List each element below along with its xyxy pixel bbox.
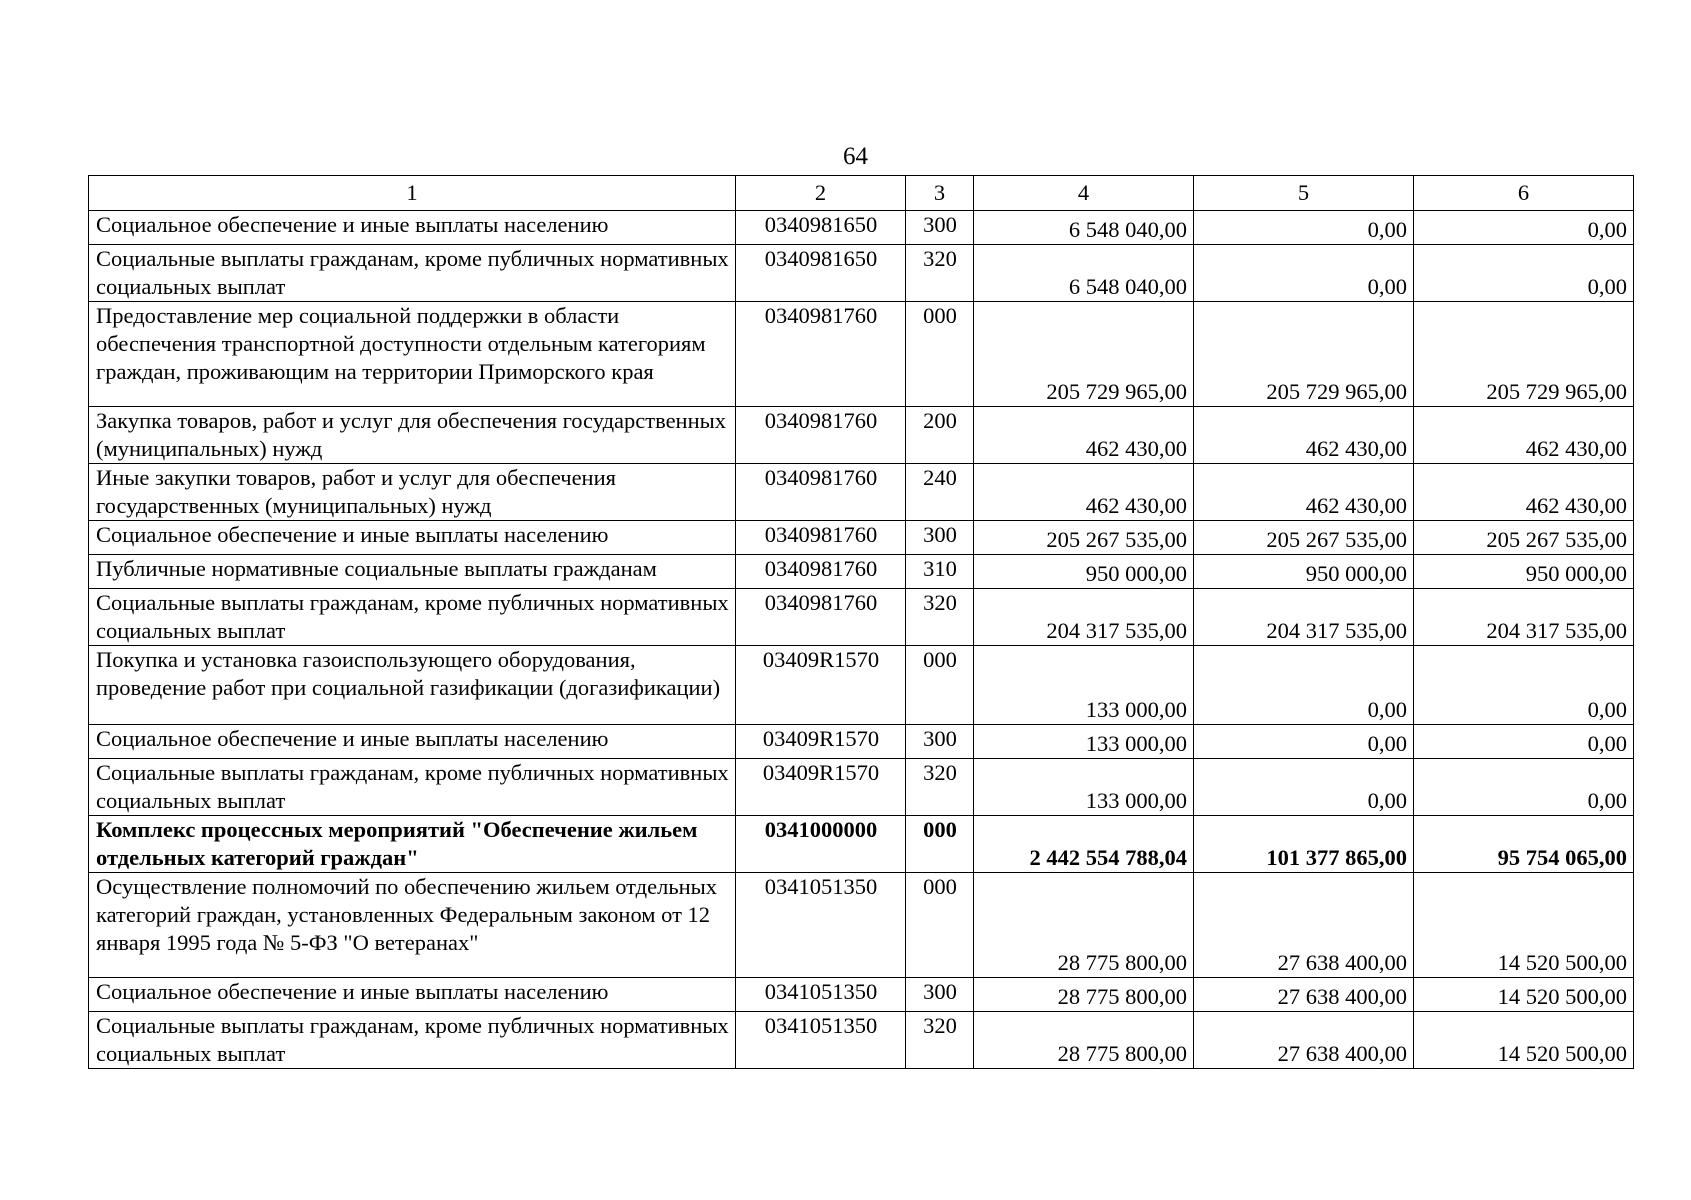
row-amount-col4: 205 267 535,00	[974, 521, 1194, 555]
row-target-code: 0340981760	[736, 555, 906, 589]
row-amount-col5: 101 377 865,00	[1194, 816, 1414, 873]
row-amount-col6: 205 729 965,00	[1414, 302, 1634, 407]
row-name: Социальные выплаты гражданам, кроме публичных нормативных социальных выплат	[89, 245, 736, 302]
row-target-code: 0341051350	[736, 873, 906, 978]
table-row	[89, 646, 1634, 725]
row-amount-col4: 133 000,00	[974, 646, 1194, 725]
table-row	[89, 464, 1634, 521]
row-target-code: 0340981760	[736, 464, 906, 521]
budget-table	[88, 175, 1634, 1069]
row-expense-type: 320	[906, 759, 974, 816]
row-name: Покупка и установка газоиспользующего оборудования, проведение работ при социальной газификации (догазификации)	[89, 646, 736, 725]
table-row	[89, 555, 1634, 589]
table-row	[89, 759, 1634, 816]
row-name: Закупка товаров, работ и услуг для обеспечения государственных (муниципальных) нужд	[89, 407, 736, 464]
row-expense-type: 310	[906, 555, 974, 589]
header-cell-3: 3	[906, 176, 974, 211]
table-row	[89, 302, 1634, 407]
row-expense-type: 320	[906, 1012, 974, 1069]
row-expense-type: 200	[906, 407, 974, 464]
row-expense-type: 000	[906, 646, 974, 725]
row-amount-col4: 133 000,00	[974, 725, 1194, 759]
row-name: Социальные выплаты гражданам, кроме публичных нормативных социальных выплат	[89, 1012, 736, 1069]
row-amount-col5: 462 430,00	[1194, 464, 1414, 521]
row-target-code: 0341000000	[736, 816, 906, 873]
row-amount-col5: 0,00	[1194, 759, 1414, 816]
row-amount-col5: 0,00	[1194, 725, 1414, 759]
row-amount-col4: 133 000,00	[974, 759, 1194, 816]
row-amount-col6: 205 267 535,00	[1414, 521, 1634, 555]
row-amount-col4: 462 430,00	[974, 407, 1194, 464]
row-amount-col6: 0,00	[1414, 725, 1634, 759]
row-target-code: 03409R1570	[736, 646, 906, 725]
row-amount-col5: 0,00	[1194, 211, 1414, 245]
row-amount-col6: 14 520 500,00	[1414, 873, 1634, 978]
row-target-code: 0340981650	[736, 245, 906, 302]
row-name: Социальное обеспечение и иные выплаты населению	[89, 211, 736, 245]
row-target-code: 03409R1570	[736, 725, 906, 759]
row-name: Осуществление полномочий по обеспечению жильем отдельных категорий граждан, установленных Федеральным законом от 12 января 1995 года № 5-ФЗ "О ветеранах"	[89, 873, 736, 978]
row-target-code: 0340981760	[736, 407, 906, 464]
row-expense-type: 240	[906, 464, 974, 521]
row-name: Социальное обеспечение и иные выплаты населению	[89, 521, 736, 555]
row-expense-type: 300	[906, 978, 974, 1012]
row-amount-col6: 950 000,00	[1414, 555, 1634, 589]
table-row	[89, 245, 1634, 302]
table-body	[89, 211, 1634, 1069]
row-name: Иные закупки товаров, работ и услуг для обеспечения государственных (муниципальных) нужд	[89, 464, 736, 521]
header-cell-5: 5	[1194, 176, 1414, 211]
header-row	[89, 176, 1634, 211]
row-amount-col6: 14 520 500,00	[1414, 978, 1634, 1012]
header-cell-1: 1	[89, 176, 736, 211]
row-expense-type: 320	[906, 245, 974, 302]
row-amount-col4: 6 548 040,00	[974, 245, 1194, 302]
header-cell-4: 4	[974, 176, 1194, 211]
row-name: Комплекс процессных мероприятий "Обеспечение жильем отдельных категорий граждан"	[89, 816, 736, 873]
header-cell-2: 2	[736, 176, 906, 211]
table-row	[89, 521, 1634, 555]
table-header	[89, 176, 1634, 211]
row-name: Социальное обеспечение и иные выплаты населению	[89, 978, 736, 1012]
row-amount-col4: 462 430,00	[974, 464, 1194, 521]
row-amount-col6: 95 754 065,00	[1414, 816, 1634, 873]
row-expense-type: 300	[906, 211, 974, 245]
row-amount-col4: 2 442 554 788,04	[974, 816, 1194, 873]
row-amount-col5: 27 638 400,00	[1194, 978, 1414, 1012]
row-amount-col5: 0,00	[1194, 646, 1414, 725]
row-amount-col5: 0,00	[1194, 245, 1414, 302]
table-row	[89, 873, 1634, 978]
table-row	[89, 1012, 1634, 1069]
row-target-code: 0340981650	[736, 211, 906, 245]
row-name: Предоставление мер социальной поддержки в области обеспечения транспортной доступности отдельным категориям граждан, проживающим на территории Приморского края	[89, 302, 736, 407]
row-amount-col4: 28 775 800,00	[974, 978, 1194, 1012]
row-amount-col5: 205 729 965,00	[1194, 302, 1414, 407]
row-target-code: 0340981760	[736, 302, 906, 407]
row-name: Социальное обеспечение и иные выплаты населению	[89, 725, 736, 759]
row-amount-col5: 27 638 400,00	[1194, 873, 1414, 978]
row-amount-col4: 950 000,00	[974, 555, 1194, 589]
row-amount-col5: 205 267 535,00	[1194, 521, 1414, 555]
row-expense-type: 000	[906, 302, 974, 407]
row-name: Социальные выплаты гражданам, кроме публичных нормативных социальных выплат	[89, 589, 736, 646]
row-expense-type: 000	[906, 873, 974, 978]
row-expense-type: 300	[906, 521, 974, 555]
page-number: 64	[843, 143, 868, 170]
row-amount-col6: 204 317 535,00	[1414, 589, 1634, 646]
row-amount-col5: 462 430,00	[1194, 407, 1414, 464]
table-row	[89, 211, 1634, 245]
row-amount-col4: 6 548 040,00	[974, 211, 1194, 245]
row-target-code: 0341051350	[736, 1012, 906, 1069]
row-amount-col4: 28 775 800,00	[974, 1012, 1194, 1069]
row-target-code: 0340981760	[736, 589, 906, 646]
row-amount-col5: 204 317 535,00	[1194, 589, 1414, 646]
row-expense-type: 300	[906, 725, 974, 759]
row-amount-col6: 0,00	[1414, 211, 1634, 245]
row-amount-col6: 462 430,00	[1414, 464, 1634, 521]
row-amount-col6: 14 520 500,00	[1414, 1012, 1634, 1069]
table-row	[89, 407, 1634, 464]
row-target-code: 03409R1570	[736, 759, 906, 816]
row-amount-col5: 950 000,00	[1194, 555, 1414, 589]
row-amount-col6: 462 430,00	[1414, 407, 1634, 464]
row-expense-type: 320	[906, 589, 974, 646]
row-name: Социальные выплаты гражданам, кроме публичных нормативных социальных выплат	[89, 759, 736, 816]
row-target-code: 0340981760	[736, 521, 906, 555]
row-amount-col6: 0,00	[1414, 759, 1634, 816]
row-amount-col6: 0,00	[1414, 245, 1634, 302]
row-name: Публичные нормативные социальные выплаты гражданам	[89, 555, 736, 589]
table-row	[89, 978, 1634, 1012]
row-amount-col4: 204 317 535,00	[974, 589, 1194, 646]
header-cell-6: 6	[1414, 176, 1634, 211]
row-amount-col6: 0,00	[1414, 646, 1634, 725]
table-row	[89, 725, 1634, 759]
row-expense-type: 000	[906, 816, 974, 873]
row-amount-col4: 28 775 800,00	[974, 873, 1194, 978]
row-amount-col5: 27 638 400,00	[1194, 1012, 1414, 1069]
table-row	[89, 589, 1634, 646]
table-row	[89, 816, 1634, 873]
row-amount-col4: 205 729 965,00	[974, 302, 1194, 407]
row-target-code: 0341051350	[736, 978, 906, 1012]
